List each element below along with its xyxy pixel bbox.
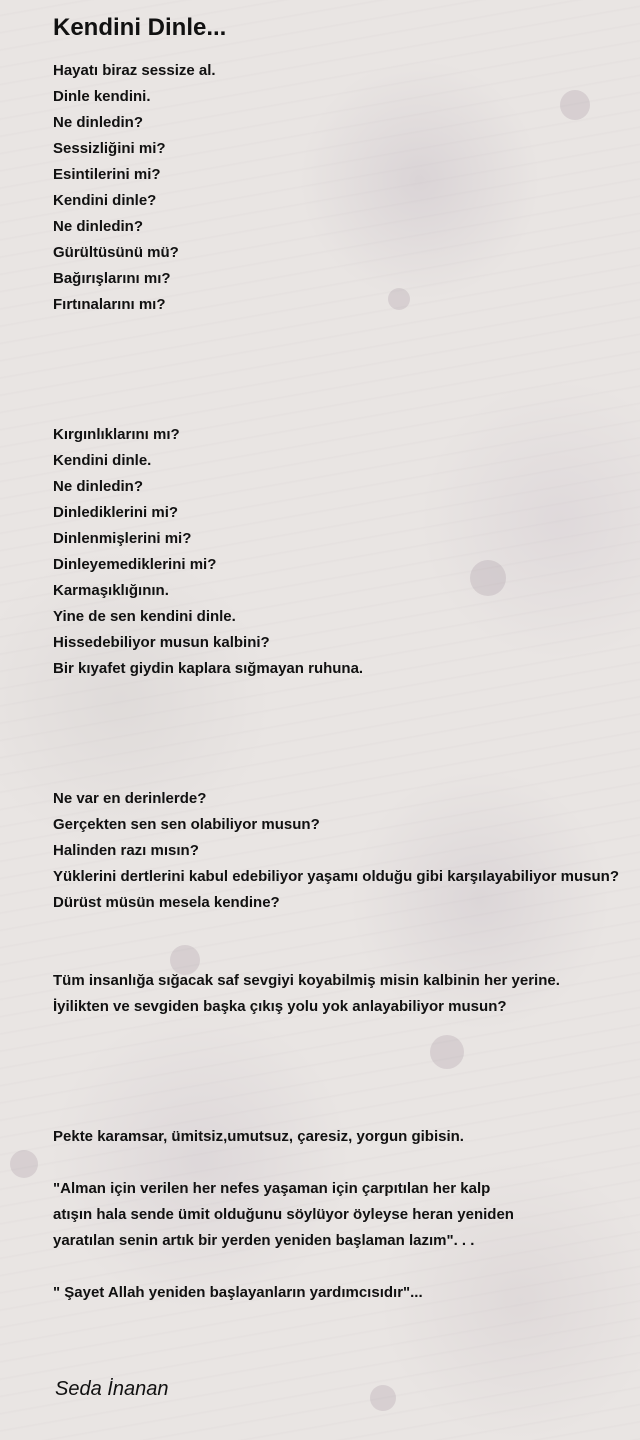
poem-line: İyilikten ve sevgiden başka çıkış yolu yok anlayabiliyor musun? [53,998,507,1015]
poem-line: Pekte karamsar, ümitsiz,umutsuz, çaresiz, yorgun gibisin. [53,1128,464,1145]
poem-line: Ne var en derinlerde? [53,790,207,807]
stanza-6 [53,1176,623,1254]
stanza-gap [53,1254,623,1280]
poem-line: Dinleyemediklerini mi? [53,556,217,573]
poem-line: Tüm insanlığa sığacak saf sevgiyi koyabilmiş misin kalbinin her yerine. [53,972,560,989]
poem-line: Yine de sen kendini dinle. [53,608,236,625]
poem-line: Bir kıyafet giydin kaplara sığmayan ruhuna. [53,660,364,677]
poem-line: Ne dinledin? [53,478,143,495]
stanza-3 [53,786,623,916]
poem-line: Sessizliğini mi? [53,140,166,157]
background-ink-blot [370,1385,396,1411]
stanza-gap [53,682,623,786]
poem-title: Kendini Dinle... [53,14,227,41]
poem-line: Gerçekten sen sen olabiliyor musun? [53,816,320,833]
poem-line: Hayatı biraz sessize al. [53,62,216,79]
stanza-5 [53,1124,623,1150]
poem-line: Hissedebiliyor musun kalbini? [53,634,270,651]
poem-line: Kırgınlıklarını mı? [53,426,180,443]
poem-line: Ne dinledin? [53,218,143,235]
poem-line: yaratılan senin artık bir yerden yeniden başlaman lazım". . . [53,1232,475,1249]
poem-line: Dinlenmişlerini mi? [53,530,192,547]
stanza-gap [53,318,623,422]
poem-line: Dürüst müsün mesela kendine? [53,894,280,911]
poem-line: Esintilerini mi? [53,166,161,183]
background-ink-blot [10,1150,38,1178]
poem-line: " Şayet Allah yeniden başlayanların yardımcısıdır"... [53,1284,423,1301]
stanza-gap [53,916,623,968]
poem-line: Kendini dinle. [53,452,152,469]
poem-line: atışın hala sende ümit olduğunu söylüyor öyleyse heran yeniden [53,1206,514,1223]
poem-line: Dinle kendini. [53,88,151,105]
author-signature: Seda İnanan [55,1378,169,1400]
stanza-1 [53,58,623,318]
poem-line: Dinlediklerini mi? [53,504,179,521]
stanza-gap [53,1020,623,1124]
poem-line: "Alman için verilen her nefes yaşaman için çarpıtılan her kalp [53,1180,491,1197]
poem-line: Ne dinledin? [53,114,143,131]
poem-container [53,12,623,1306]
stanza-gap [53,1150,623,1176]
poem-line: Bağırışlarını mı? [53,270,171,287]
stanza-7 [53,1280,623,1306]
poem-line: Fırtınalarını mı? [53,296,166,313]
poem-line: Karmaşıklığının. [53,582,169,599]
poem-line: Kendini dinle? [53,192,157,209]
poem-line: Yüklerini dertlerini kabul edebiliyor yaşamı olduğu gibi karşılayabiliyor musun? [53,868,619,885]
stanza-4 [53,968,623,1020]
poem-line: Gürültüsünü mü? [53,244,179,261]
poem-line: Halinden razı mısın? [53,842,199,859]
stanza-2 [53,422,623,682]
